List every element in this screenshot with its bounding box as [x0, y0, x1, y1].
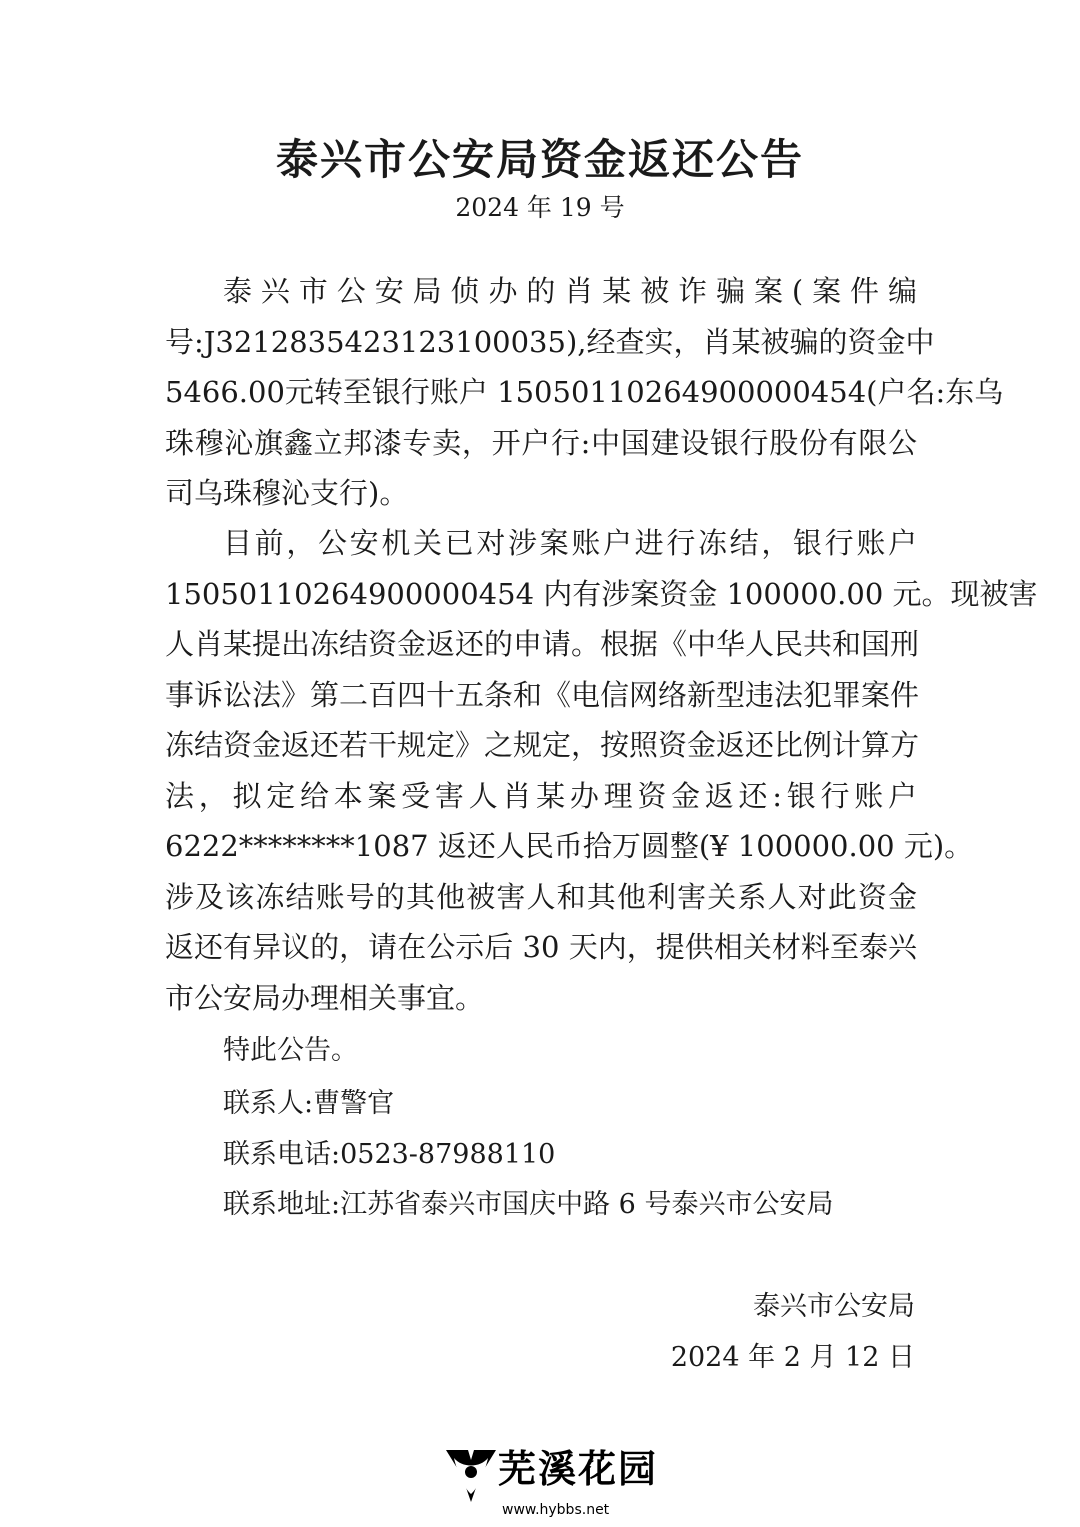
- site-name: 芜溪花园: [498, 1447, 659, 1491]
- paragraph-1: [165, 266, 1004, 519]
- issue-date: 2024 年 2 月 12 日: [670, 1342, 915, 1373]
- site-logo-icon: [440, 1442, 502, 1508]
- paragraph-2-line: 15050110264900000454 内有涉案资金 100000.00 元。现被害: [165, 576, 1038, 611]
- paragraph-1-line: 泰兴市公安局侦办的肖某被诈骗案(案件编: [223, 274, 917, 308]
- contact-address: 联系地址:江苏省泰兴市国庆中路 6 号泰兴市公安局: [223, 1189, 834, 1220]
- paragraph-2-line: 目前，公安机关已对涉案账户进行冻结，银行账户: [223, 526, 917, 560]
- paragraph-2-line: 返还有异议的，请在公示后 30 天内，提供相关材料至泰兴: [165, 930, 917, 964]
- closing-text: 特此公告。: [223, 1035, 358, 1066]
- paragraph-2: [165, 518, 1038, 1023]
- paragraph-2-line: 6222********1087 返还人民币拾万圆整(¥ 100000.00 元)。: [165, 829, 974, 863]
- paragraph-1-line: 号:J3212835423123100035),经查实，肖某被骗的资金中: [165, 324, 935, 359]
- contact-person: 联系人:曹警官: [223, 1088, 395, 1119]
- paragraph-2-line: 人肖某提出冻结资金返还的申请。根据《中华人民共和国刑: [165, 627, 920, 661]
- notice-title: 泰兴市公安局资金返还公告: [275, 135, 804, 184]
- paragraph-2-line: 涉及该冻结账号的其他被害人和其他利害关系人对此资金: [165, 879, 917, 914]
- notice-number: 2024 年 19 号: [455, 193, 625, 222]
- paragraph-1-line: 5466.00元转至银行账户 1505011026490000045​4(户名:东乌: [165, 375, 1004, 409]
- site-url: www.hybbs.net: [502, 1502, 610, 1518]
- paragraph-2-line: 市公安局办理相关事宜。: [165, 980, 485, 1015]
- paragraph-2-line: 事诉讼法》第二百四十五条和《电信网络新型违法犯罪案件: [165, 677, 920, 712]
- paragraph-2-line: 冻结资金返还若干规定》之规定，按照资金返还比例计算方: [165, 728, 920, 762]
- paragraph-1-line: 珠穆沁旗鑫立邦漆专卖，开户行:中国建设银行股份有限公: [165, 425, 917, 460]
- contact-phone: 联系电话:0523-87988110: [223, 1139, 556, 1170]
- issuer-name: 泰兴市公安局: [753, 1291, 915, 1322]
- paragraph-2-line: 法，拟定给本案受害人肖某办理资金返还:银行账户: [165, 778, 917, 813]
- site-watermark: [440, 1436, 659, 1526]
- paragraph-1-line: 司乌珠穆沁支行)。: [165, 476, 409, 510]
